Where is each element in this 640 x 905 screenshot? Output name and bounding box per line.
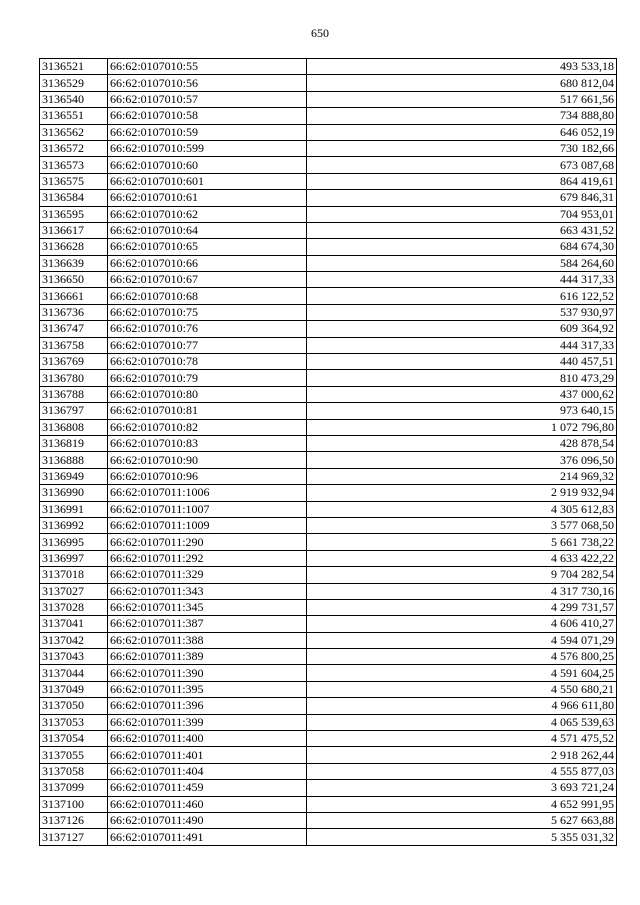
table-row [40,485,617,501]
cadastral-value-cell: 3 577 068,50 [307,517,617,533]
cadastral-number-cell: 66:62:0107010:57 [108,91,307,107]
cadastral-value-cell: 428 878,54 [307,435,617,451]
object-number-cell: 3136995 [40,534,108,550]
object-number-cell: 3137058 [40,763,108,779]
cadastral-number-cell: 66:62:0107011:395 [108,681,307,697]
cadastral-number-cell: 66:62:0107011:404 [108,763,307,779]
table-row [40,59,617,75]
object-number-cell: 3136521 [40,59,108,75]
object-number-cell: 3137018 [40,567,108,583]
cadastral-number-cell: 66:62:0107011:491 [108,829,307,845]
table-row [40,452,617,468]
cadastral-number-cell: 66:62:0107010:90 [108,452,307,468]
table-row [40,304,617,320]
object-number-cell: 3137100 [40,796,108,812]
cadastral-value-cell: 646 052,19 [307,124,617,140]
object-number-cell: 3136747 [40,321,108,337]
table-row [40,124,617,140]
table-row [40,747,617,763]
cadastral-value-cell: 4 065 539,63 [307,714,617,730]
object-number-cell: 3136780 [40,370,108,386]
cadastral-number-cell: 66:62:0107011:1009 [108,517,307,533]
table-row [40,157,617,173]
cadastral-value-cell: 4 652 991,95 [307,796,617,812]
object-number-cell: 3137041 [40,616,108,632]
cadastral-value-cell: 4 299 731,57 [307,599,617,615]
object-number-cell: 3137099 [40,780,108,796]
cadastral-value-cell: 9 704 282,54 [307,567,617,583]
cadastral-value-cell: 684 674,30 [307,239,617,255]
cadastral-number-cell: 66:62:0107010:79 [108,370,307,386]
object-number-cell: 3136758 [40,337,108,353]
cadastral-value-cell: 680 812,04 [307,75,617,91]
cadastral-number-cell: 66:62:0107010:80 [108,386,307,402]
cadastral-number-cell: 66:62:0107010:83 [108,435,307,451]
cadastral-number-cell: 66:62:0107010:67 [108,272,307,288]
cadastral-number-cell: 66:62:0107011:292 [108,550,307,566]
cadastral-value-cell: 616 122,52 [307,288,617,304]
table-row [40,140,617,156]
object-number-cell: 3136991 [40,501,108,517]
cadastral-number-cell: 66:62:0107011:345 [108,599,307,615]
object-number-cell: 3137044 [40,665,108,681]
table-row [40,649,617,665]
cadastral-value-cell: 437 000,62 [307,386,617,402]
cadastral-number-cell: 66:62:0107010:78 [108,354,307,370]
object-number-cell: 3137054 [40,731,108,747]
cadastral-value-cell: 810 473,29 [307,370,617,386]
object-number-cell: 3136888 [40,452,108,468]
object-number-cell: 3136617 [40,222,108,238]
cadastral-number-cell: 66:62:0107011:390 [108,665,307,681]
object-number-cell: 3137127 [40,829,108,845]
cadastral-value-cell: 444 317,33 [307,272,617,288]
table-row [40,550,617,566]
object-number-cell: 3136639 [40,255,108,271]
cadastral-value-cell: 440 457,51 [307,354,617,370]
cadastral-value-cell: 5 355 031,32 [307,829,617,845]
table-row [40,91,617,107]
object-number-cell: 3136529 [40,75,108,91]
cadastral-value-cell: 4 571 475,52 [307,731,617,747]
table-row [40,288,617,304]
table-row [40,370,617,386]
table-row [40,337,617,353]
cadastral-value-cell: 673 087,68 [307,157,617,173]
table-row [40,419,617,435]
table-row [40,75,617,91]
cadastral-value-cell: 609 364,92 [307,321,617,337]
table-row [40,567,617,583]
table-row [40,632,617,648]
cadastral-value-cell: 493 533,18 [307,59,617,75]
table-row [40,501,617,517]
object-number-cell: 3136595 [40,206,108,222]
cadastral-number-cell: 66:62:0107011:387 [108,616,307,632]
cadastral-value-cell: 704 953,01 [307,206,617,222]
cadastral-value-cell: 864 419,61 [307,173,617,189]
object-number-cell: 3136808 [40,419,108,435]
object-number-cell: 3136949 [40,468,108,484]
table-row [40,354,617,370]
cadastral-number-cell: 66:62:0107010:64 [108,222,307,238]
table-row [40,239,617,255]
cadastral-value-cell: 973 640,15 [307,403,617,419]
object-number-cell: 3137027 [40,583,108,599]
table-row [40,435,617,451]
object-number-cell: 3137028 [40,599,108,615]
object-number-cell: 3137055 [40,747,108,763]
cadastral-value-cell: 4 550 680,21 [307,681,617,697]
cadastral-value-cell: 4 606 410,27 [307,616,617,632]
table-row [40,583,617,599]
cadastral-number-cell: 66:62:0107011:388 [108,632,307,648]
table-row [40,780,617,796]
cadastral-value-cell: 4 591 604,25 [307,665,617,681]
object-number-cell: 3136992 [40,517,108,533]
cadastral-number-cell: 66:62:0107010:96 [108,468,307,484]
cadastral-value-cell: 5 661 738,22 [307,534,617,550]
cadastral-value-cell: 517 661,56 [307,91,617,107]
object-number-cell: 3137042 [40,632,108,648]
table-row [40,796,617,812]
table-row [40,714,617,730]
cadastral-number-cell: 66:62:0107010:66 [108,255,307,271]
object-number-cell: 3136572 [40,140,108,156]
cadastral-value-cell: 4 594 071,29 [307,632,617,648]
object-number-cell: 3136575 [40,173,108,189]
table-row [40,321,617,337]
table-row [40,190,617,206]
cadastral-value-cell: 376 096,50 [307,452,617,468]
cadastral-number-cell: 66:62:0107011:459 [108,780,307,796]
cadastral-number-cell: 66:62:0107011:490 [108,812,307,828]
cadastral-number-cell: 66:62:0107011:460 [108,796,307,812]
cadastral-value-cell: 4 966 611,80 [307,698,617,714]
cadastral-number-cell: 66:62:0107011:343 [108,583,307,599]
cadastral-number-cell: 66:62:0107010:65 [108,239,307,255]
object-number-cell: 3137049 [40,681,108,697]
cadastral-value-cell: 734 888,80 [307,108,617,124]
object-number-cell: 3136551 [40,108,108,124]
table-row [40,173,617,189]
cadastral-value-cell: 3 693 721,24 [307,780,617,796]
cadastral-value-cell: 5 627 663,88 [307,812,617,828]
cadastral-value-cell: 1 072 796,80 [307,419,617,435]
object-number-cell: 3136797 [40,403,108,419]
cadastral-number-cell: 66:62:0107011:396 [108,698,307,714]
object-number-cell: 3136788 [40,386,108,402]
cadastral-number-cell: 66:62:0107010:82 [108,419,307,435]
cadastral-number-cell: 66:62:0107010:60 [108,157,307,173]
table-row [40,468,617,484]
table-row [40,731,617,747]
table-body [40,59,617,846]
table-row [40,222,617,238]
cadastral-value-cell: 584 264,60 [307,255,617,271]
cadastral-value-cell: 663 431,52 [307,222,617,238]
object-number-cell: 3136736 [40,304,108,320]
object-number-cell: 3136540 [40,91,108,107]
object-number-cell: 3136650 [40,272,108,288]
cadastral-number-cell: 66:62:0107010:81 [108,403,307,419]
table-row [40,812,617,828]
table-row [40,698,617,714]
cadastral-value-cell: 4 555 877,03 [307,763,617,779]
page-number: 650 [311,26,329,40]
table-row [40,599,617,615]
cadastral-value-cell: 4 305 612,83 [307,501,617,517]
cadastral-number-cell: 66:62:0107010:59 [108,124,307,140]
object-number-cell: 3136819 [40,435,108,451]
cadastral-number-cell: 66:62:0107011:290 [108,534,307,550]
table-row [40,681,617,697]
cadastral-value-cell: 2 918 262,44 [307,747,617,763]
cadastral-value-cell: 679 846,31 [307,190,617,206]
cadastral-number-cell: 66:62:0107011:400 [108,731,307,747]
object-number-cell: 3136990 [40,485,108,501]
cadastral-number-cell: 66:62:0107010:61 [108,190,307,206]
cadastral-number-cell: 66:62:0107010:58 [108,108,307,124]
object-number-cell: 3136584 [40,190,108,206]
object-number-cell: 3136661 [40,288,108,304]
cadastral-number-cell: 66:62:0107010:75 [108,304,307,320]
cadastral-number-cell: 66:62:0107011:399 [108,714,307,730]
object-number-cell: 3136562 [40,124,108,140]
table-row [40,272,617,288]
table-row [40,616,617,632]
cadastral-value-cell: 2 919 932,94 [307,485,617,501]
object-number-cell: 3136997 [40,550,108,566]
object-number-cell: 3136573 [40,157,108,173]
object-number-cell: 3136769 [40,354,108,370]
cadastral-value-cell: 214 969,32 [307,468,617,484]
cadastral-number-cell: 66:62:0107010:62 [108,206,307,222]
cadastral-value-cell: 730 182,66 [307,140,617,156]
cadastral-number-cell: 66:62:0107010:56 [108,75,307,91]
object-number-cell: 3137043 [40,649,108,665]
cadastral-number-cell: 66:62:0107011:1006 [108,485,307,501]
cadastral-number-cell: 66:62:0107011:401 [108,747,307,763]
table-row [40,534,617,550]
cadastral-number-cell: 66:62:0107011:329 [108,567,307,583]
table-row [40,829,617,845]
table-row [40,206,617,222]
cadastral-value-cell: 537 930,97 [307,304,617,320]
cadastral-value-cell: 4 633 422,22 [307,550,617,566]
cadastral-value-cell: 4 576 800,25 [307,649,617,665]
cadastral-number-cell: 66:62:0107010:55 [108,59,307,75]
cadastral-value-table [39,58,617,846]
table-row [40,665,617,681]
object-number-cell: 3136628 [40,239,108,255]
table-row [40,763,617,779]
object-number-cell: 3137053 [40,714,108,730]
table-row [40,403,617,419]
cadastral-number-cell: 66:62:0107010:68 [108,288,307,304]
cadastral-number-cell: 66:62:0107011:1007 [108,501,307,517]
object-number-cell: 3137050 [40,698,108,714]
cadastral-number-cell: 66:62:0107010:599 [108,140,307,156]
table-row [40,386,617,402]
cadastral-value-cell: 444 317,33 [307,337,617,353]
table-row [40,108,617,124]
cadastral-number-cell: 66:62:0107011:389 [108,649,307,665]
cadastral-number-cell: 66:62:0107010:77 [108,337,307,353]
table-row [40,255,617,271]
cadastral-value-cell: 4 317 730,16 [307,583,617,599]
object-number-cell: 3137126 [40,812,108,828]
cadastral-number-cell: 66:62:0107010:76 [108,321,307,337]
cadastral-number-cell: 66:62:0107010:601 [108,173,307,189]
table-row [40,517,617,533]
